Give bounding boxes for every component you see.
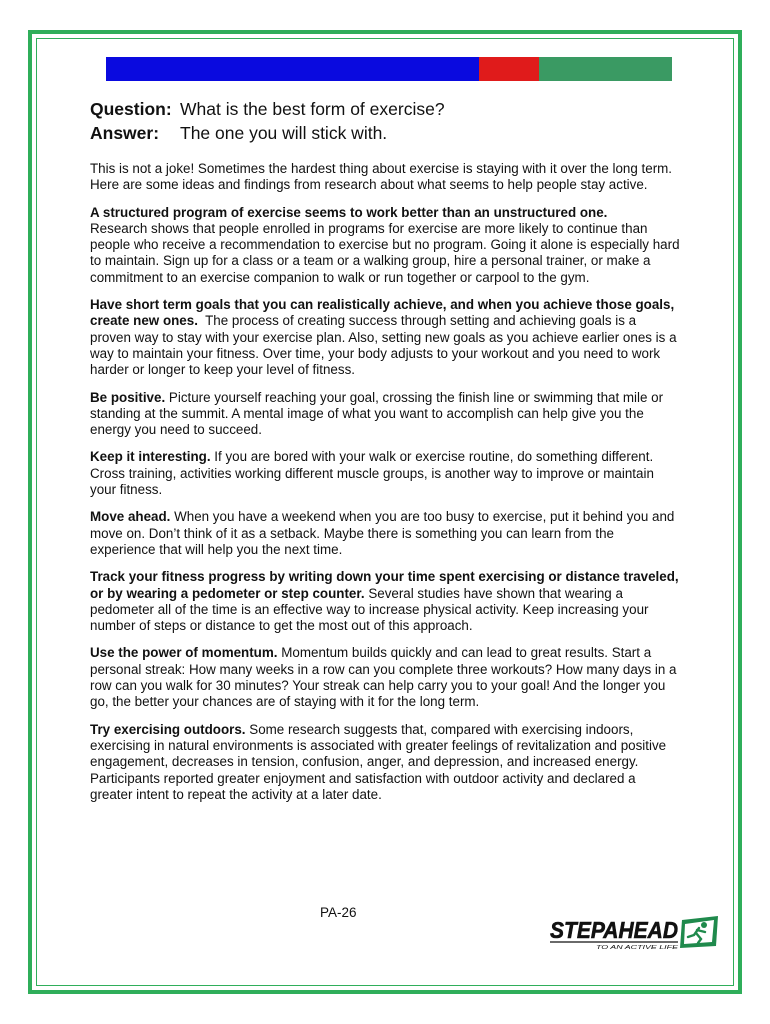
paragraph-lead: Keep it interesting. (90, 449, 211, 465)
page-number: PA-26 (320, 905, 357, 920)
paragraph-short-term-goals (90, 297, 680, 378)
paragraph-text: The process of creating success through setting and achieving goals is a proven way to stay with your exercise plan. Also, setting new goals as you achieve earlier ones is a way to maintain your fitness. Over time, your body adjusts to your workout and you need to work harder or longer to keep your level of fitness. (90, 313, 677, 378)
answer-row (90, 121, 445, 145)
paragraph-move-ahead (90, 509, 680, 558)
color-bar-green (539, 57, 672, 81)
paragraph-lead: Move ahead. (90, 509, 171, 525)
paragraph-momentum (90, 645, 680, 710)
logo-tagline: TO AN ACTIVE LIFE (596, 945, 679, 951)
paragraph-text: Momentum builds quickly and can lead to great results. Start a personal streak: How many weeks in a row can you complete three workouts? How many days in a row can you walk for 30 minutes? Your streak can help carry you to your goal! And the longer you go, the better your chances are of staying with it for the long term. (90, 645, 677, 710)
article-body (90, 161, 680, 814)
paragraph-text: If you are bored with your walk or exercise routine, do something different. Cross training, activities working different muscle groups, is another way to improve or maintain your fitness. (90, 449, 654, 498)
paragraph-text: Research shows that people enrolled in programs for exercise are more likely to continue than people who receive a recommendation to exercise but no program. Going it alone is especially hard to maintain. Sign up for a class or a team or a walking group, hire a personal trainer, or make a commitment to an exercise companion to walk or run together or carpool to the gym. (90, 220, 680, 285)
paragraph-lead: Have short term goals that you can realistically achieve, and when you achieve those goals, create new ones. (90, 297, 675, 329)
paragraph-lead: A structured program of exercise seems to work better than an unstructured one. (90, 204, 608, 220)
paragraph-lead: Use the power of momentum. (90, 645, 278, 661)
paragraph-lead: Track your fitness progress by writing down your time spent exercising or distance traveled, or by wearing a pedometer or step counter. (90, 569, 679, 601)
stepahead-logo (548, 912, 723, 952)
question-text: What is the best form of exercise? (180, 99, 445, 119)
paragraph-text: Some research suggests that, compared with exercising indoors, exercising in natural environments is associated with greater feelings of revitalization and positive engagement, decreases in tension, confusion, anger, and depression, and increased energy. Participants reported greater enjoyment and satisfaction with outdoor activity and declared a greater intent to repeat the activity at a later date. (90, 721, 667, 802)
color-bar-blue (106, 57, 479, 81)
paragraph-text: This is not a joke! Sometimes the hardest thing about exercise is staying with it over the long term. Here are some ideas and findings from research about what seems to help people stay active. (90, 161, 673, 193)
paragraph-text: When you have a weekend when you are too busy to exercise, put it behind you and move on. Don’t think of it as a setback. Maybe there is something you can learn from the experience that will help you the next time. (90, 509, 675, 557)
paragraph-track-progress (90, 569, 680, 634)
logo-wordmark: STEPAHEAD (550, 917, 678, 943)
header-color-bar (106, 57, 672, 81)
paragraph-outdoors (90, 722, 680, 803)
answer-text: The one you will stick with. (180, 123, 388, 143)
answer-label: Answer: (90, 123, 160, 143)
paragraph-text: Several studies have shown that wearing a pedometer all of the time is an effective way to increase physical activity. Keep increasing your number of steps or distance to get the most out of this approach. (90, 585, 649, 634)
question-row (90, 97, 445, 121)
paragraph-be-positive (90, 390, 680, 439)
paragraph-lead: Be positive. (90, 389, 166, 405)
color-bar-red (479, 57, 539, 81)
question-answer-block (90, 97, 445, 145)
paragraph-text: Picture yourself reaching your goal, crossing the finish line or swimming that mile or standing at the summit. A mental image of what you want to accomplish can help give you the energy you need to succeed. (90, 389, 664, 438)
logo-runner-icon (680, 916, 718, 948)
question-label: Question: (90, 99, 172, 119)
paragraph-intro (90, 161, 680, 194)
paragraph-keep-interesting (90, 449, 680, 498)
paragraph-lead: Try exercising outdoors. (90, 721, 246, 737)
paragraph-structured-program (90, 205, 680, 286)
